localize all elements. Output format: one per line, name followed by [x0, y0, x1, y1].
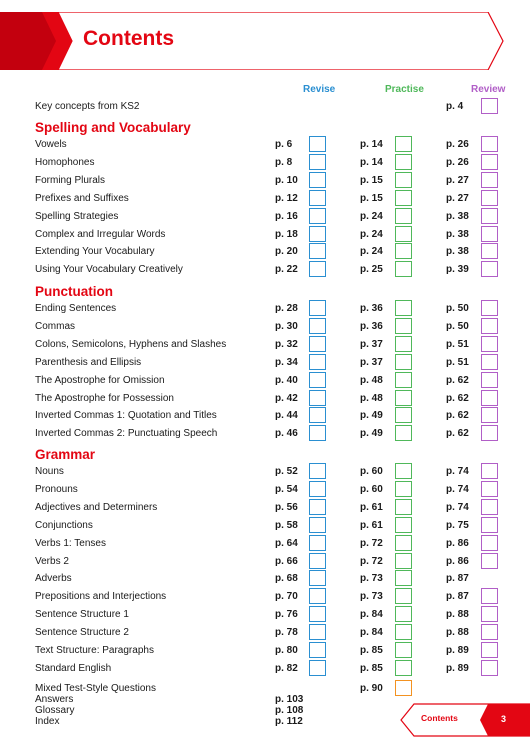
column-header-practise: Practise [385, 84, 424, 95]
revise-page: p. 42 [275, 392, 298, 404]
review-checkbox[interactable] [481, 300, 498, 316]
topic-label: Conjunctions [35, 519, 93, 531]
review-checkbox[interactable] [481, 154, 498, 170]
contents-row [0, 662, 530, 678]
review-checkbox[interactable] [481, 425, 498, 441]
revise-page: p. 6 [275, 139, 293, 150]
practise-checkbox[interactable] [395, 318, 412, 334]
section-heading-spelling: Spelling and Vocabulary [35, 120, 191, 135]
review-checkbox[interactable] [481, 535, 498, 551]
practise-checkbox[interactable] [395, 136, 412, 152]
topic-label: Homophones [35, 156, 95, 168]
topic-label: Prepositions and Interjections [35, 591, 167, 603]
review-checkbox[interactable] [481, 390, 498, 406]
review-checkbox[interactable] [481, 261, 498, 277]
revise-page: p. 54 [275, 483, 298, 495]
practise-page: p. 24 [360, 228, 383, 240]
contents-row [0, 210, 530, 226]
practise-checkbox[interactable] [395, 624, 412, 640]
practise-checkbox[interactable] [395, 300, 412, 316]
topic-label: Prefixes and Suffixes [35, 192, 129, 204]
revise-checkbox[interactable] [309, 190, 326, 206]
contents-row [0, 465, 530, 481]
topic-label: Colons, Semicolons, Hyphens and Slashes [35, 338, 227, 350]
revise-page: p. 68 [275, 573, 298, 585]
contents-row [0, 537, 530, 553]
topic-label: Parenthesis and Ellipsis [35, 356, 142, 368]
revise-checkbox[interactable] [309, 570, 326, 586]
revise-checkbox[interactable] [309, 499, 326, 515]
revise-page: p. 70 [275, 591, 298, 603]
review-checkbox[interactable] [481, 588, 498, 604]
topic-label: Index [35, 716, 60, 727]
practise-page: p. 61 [360, 519, 383, 531]
revise-checkbox[interactable] [309, 535, 326, 551]
revise-page: p. 76 [275, 609, 298, 621]
practise-checkbox[interactable] [395, 481, 412, 497]
practise-checkbox[interactable] [395, 535, 412, 551]
revise-page: p. 52 [275, 466, 298, 477]
practise-page: p. 15 [360, 192, 383, 204]
review-page: p. 87 [446, 591, 469, 603]
contents-row [0, 483, 530, 499]
review-page: p. 51 [446, 338, 469, 350]
practise-checkbox[interactable] [395, 190, 412, 206]
revise-checkbox[interactable] [309, 172, 326, 188]
review-page: p. 89 [446, 645, 469, 656]
review-checkbox[interactable] [481, 136, 498, 152]
review-checkbox[interactable] [481, 354, 498, 370]
contents-row [0, 644, 530, 660]
topic-label: Sentence Structure 2 [35, 627, 129, 639]
contents-row [0, 392, 530, 408]
contents-row [0, 626, 530, 642]
revise-page: p. 46 [275, 428, 298, 440]
topic-label: Key concepts from KS2 [35, 101, 140, 112]
practise-page: p. 49 [360, 410, 383, 422]
revise-checkbox[interactable] [309, 642, 326, 658]
contents-row-key-concepts [0, 100, 530, 116]
page-number: 3 [501, 714, 507, 724]
review-page: p. 51 [446, 356, 469, 368]
contents-row [0, 501, 530, 517]
review-page: p. 4 [446, 101, 464, 112]
revise-page: p. 20 [275, 246, 298, 258]
topic-label: Glossary [35, 705, 75, 716]
topic-label: Forming Plurals [35, 174, 106, 186]
index-page: p. 112 [275, 716, 303, 727]
revise-page: p. 80 [275, 645, 298, 656]
contents-row [0, 156, 530, 172]
contents-row [0, 409, 530, 425]
practise-checkbox[interactable] [395, 570, 412, 586]
review-checkbox[interactable] [481, 372, 498, 388]
topic-label: Ending Sentences [35, 303, 117, 314]
contents-row [0, 608, 530, 624]
practise-page: p. 37 [360, 338, 383, 350]
revise-page: p. 32 [275, 338, 298, 350]
topic-label: Inverted Commas 2: Punctuating Speech [35, 428, 218, 440]
topic-label: The Apostrophe for Omission [35, 374, 165, 386]
footer-section-label: Contents [421, 713, 458, 723]
review-checkbox[interactable] [481, 98, 498, 114]
review-page: p. 62 [446, 374, 469, 386]
revise-checkbox[interactable] [309, 407, 326, 423]
review-page: p. 86 [446, 555, 469, 567]
practise-page: p. 48 [360, 374, 383, 386]
revise-checkbox[interactable] [309, 136, 326, 152]
practise-page: p. 25 [360, 264, 383, 276]
review-page: p. 75 [446, 519, 469, 531]
review-checkbox[interactable] [481, 481, 498, 497]
practise-checkbox[interactable] [395, 499, 412, 515]
revise-page: p. 44 [275, 410, 298, 422]
contents-row [0, 572, 530, 588]
practise-checkbox[interactable] [395, 243, 412, 259]
revise-page: p. 58 [275, 519, 298, 531]
contents-row [0, 356, 530, 372]
section-heading-grammar: Grammar [35, 447, 96, 462]
revise-checkbox[interactable] [309, 208, 326, 224]
review-checkbox[interactable] [481, 190, 498, 206]
revise-checkbox[interactable] [309, 354, 326, 370]
contents-row [0, 228, 530, 244]
practise-page: p. 85 [360, 645, 383, 656]
review-checkbox[interactable] [481, 318, 498, 334]
topic-label: Extending Your Vocabulary [35, 246, 155, 258]
header-arrow-shape [0, 12, 504, 70]
revise-checkbox[interactable] [309, 243, 326, 259]
revise-checkbox[interactable] [309, 261, 326, 277]
review-checkbox[interactable] [481, 553, 498, 569]
topic-label: Pronouns [35, 483, 78, 495]
revise-checkbox[interactable] [309, 154, 326, 170]
practise-page: p. 14 [360, 139, 383, 150]
practise-page: p. 36 [360, 303, 383, 314]
revise-checkbox[interactable] [309, 517, 326, 533]
practise-page: p. 84 [360, 627, 383, 639]
contents-row [0, 174, 530, 190]
review-page: p. 88 [446, 627, 469, 639]
review-page: p. 86 [446, 537, 469, 549]
revise-page: p. 18 [275, 228, 298, 240]
topic-label: Answers [35, 694, 74, 705]
topic-label: Commas [35, 320, 76, 332]
practise-page: p. 73 [360, 573, 383, 585]
practise-checkbox[interactable] [395, 642, 412, 658]
revise-page: p. 40 [275, 374, 298, 386]
practise-checkbox[interactable] [395, 172, 412, 188]
contents-row [0, 338, 530, 354]
practise-page: p. 15 [360, 174, 383, 186]
revise-page: p. 12 [275, 192, 298, 204]
revise-page: p. 56 [275, 501, 298, 513]
topic-label: Spelling Strategies [35, 210, 119, 222]
contents-row [0, 320, 530, 336]
practise-page: p. 90 [360, 683, 383, 694]
practise-page: p. 24 [360, 210, 383, 222]
practise-page: p. 14 [360, 156, 383, 168]
review-checkbox[interactable] [481, 624, 498, 640]
footer-tab [400, 703, 530, 737]
review-page: p. 74 [446, 483, 469, 495]
practise-page: p. 72 [360, 555, 383, 567]
topic-label: The Apostrophe for Possession [35, 392, 174, 404]
review-checkbox[interactable] [481, 642, 498, 658]
practise-page: p. 73 [360, 591, 383, 603]
topic-label: Verbs 1: Tenses [35, 537, 106, 549]
topic-label: Inverted Commas 1: Quotation and Titles [35, 410, 217, 422]
review-page: p. 50 [446, 320, 469, 332]
revise-checkbox[interactable] [309, 624, 326, 640]
contents-row [0, 590, 530, 606]
revise-checkbox[interactable] [309, 336, 326, 352]
practise-checkbox[interactable] [395, 154, 412, 170]
practise-checkbox[interactable] [395, 517, 412, 533]
review-page: p. 38 [446, 228, 469, 240]
contents-row [0, 427, 530, 443]
header-banner [0, 12, 504, 70]
practise-checkbox[interactable] [395, 390, 412, 406]
practise-checkbox[interactable] [395, 372, 412, 388]
review-checkbox[interactable] [481, 499, 498, 515]
revise-checkbox[interactable] [309, 660, 326, 676]
topic-label: Using Your Vocabulary Creatively [35, 264, 183, 276]
review-checkbox[interactable] [481, 606, 498, 622]
revise-checkbox[interactable] [309, 226, 326, 242]
review-page: p. 26 [446, 156, 469, 168]
practise-page: p. 61 [360, 501, 383, 513]
review-page: p. 38 [446, 210, 469, 222]
practise-checkbox[interactable] [395, 606, 412, 622]
contents-row [0, 138, 530, 154]
page-title: Contents [83, 27, 174, 50]
revise-page: p. 22 [275, 264, 298, 276]
revise-page: p. 28 [275, 303, 298, 314]
practise-checkbox[interactable] [395, 261, 412, 277]
practise-checkbox[interactable] [395, 553, 412, 569]
revise-checkbox[interactable] [309, 300, 326, 316]
review-page: p. 26 [446, 139, 469, 150]
answers-page: p. 103 [275, 694, 304, 705]
review-page: p. 62 [446, 410, 469, 422]
review-page: p. 39 [446, 264, 469, 276]
column-header-revise: Revise [303, 84, 336, 95]
practise-checkbox[interactable] [395, 425, 412, 441]
topic-label: Text Structure: Paragraphs [35, 645, 154, 656]
revise-page: p. 82 [275, 662, 298, 674]
revise-page: p. 8 [275, 156, 293, 168]
topic-label: Verbs 2 [35, 555, 69, 567]
practise-page: p. 48 [360, 392, 383, 404]
revise-checkbox[interactable] [309, 606, 326, 622]
topic-label: Vowels [35, 139, 67, 150]
review-checkbox[interactable] [481, 660, 498, 676]
revise-checkbox[interactable] [309, 463, 326, 479]
practise-page: p. 24 [360, 246, 383, 258]
topic-label: Standard English [35, 662, 112, 674]
practise-page: p. 49 [360, 428, 383, 440]
topic-label: Mixed Test-Style Questions [35, 683, 156, 694]
revise-page: p. 64 [275, 537, 298, 549]
revise-checkbox[interactable] [309, 481, 326, 497]
practise-page: p. 84 [360, 609, 383, 621]
revise-page: p. 30 [275, 320, 298, 332]
revise-page: p. 78 [275, 627, 298, 639]
practise-checkbox[interactable] [395, 208, 412, 224]
practise-page: p. 36 [360, 320, 383, 332]
topic-label: Adverbs [35, 573, 72, 585]
review-page: p. 62 [446, 392, 469, 404]
review-page: p. 89 [446, 662, 469, 674]
practise-checkbox[interactable] [395, 407, 412, 423]
review-page: p. 27 [446, 174, 469, 186]
practise-checkbox[interactable] [395, 354, 412, 370]
contents-row [0, 555, 530, 571]
revise-page: p. 10 [275, 174, 298, 186]
footer-arrow-shape [400, 703, 530, 737]
practise-page: p. 60 [360, 466, 383, 477]
review-page: p. 38 [446, 246, 469, 258]
contents-row [0, 374, 530, 390]
contents-row [0, 192, 530, 208]
revise-page: p. 34 [275, 356, 298, 368]
review-checkbox[interactable] [481, 463, 498, 479]
review-checkbox[interactable] [481, 226, 498, 242]
practise-page: p. 72 [360, 537, 383, 549]
review-page: p. 62 [446, 428, 469, 440]
contents-row [0, 263, 530, 279]
review-page: p. 87 [446, 573, 469, 585]
review-checkbox[interactable] [481, 407, 498, 423]
revise-checkbox[interactable] [309, 372, 326, 388]
contents-row [0, 245, 530, 261]
practise-checkbox[interactable] [395, 660, 412, 676]
practise-checkbox[interactable] [395, 588, 412, 604]
topic-label: Sentence Structure 1 [35, 609, 129, 621]
revise-page: p. 66 [275, 555, 298, 567]
practise-page: p. 37 [360, 356, 383, 368]
revise-checkbox[interactable] [309, 588, 326, 604]
topic-label: Adjectives and Determiners [35, 501, 158, 513]
section-heading-punctuation: Punctuation [35, 284, 113, 299]
review-checkbox[interactable] [481, 172, 498, 188]
practise-page: p. 85 [360, 662, 383, 674]
review-checkbox[interactable] [481, 243, 498, 259]
column-header-review: Review [471, 84, 506, 95]
revise-checkbox[interactable] [309, 553, 326, 569]
review-page: p. 74 [446, 466, 469, 477]
review-page: p. 27 [446, 192, 469, 204]
topic-label: Complex and Irregular Words [35, 228, 166, 240]
topic-label: Nouns [35, 466, 64, 477]
review-page: p. 88 [446, 609, 469, 621]
practise-page: p. 60 [360, 483, 383, 495]
review-checkbox[interactable] [481, 336, 498, 352]
review-page: p. 50 [446, 303, 469, 314]
practise-checkbox[interactable] [395, 226, 412, 242]
review-page: p. 74 [446, 501, 469, 513]
glossary-page: p. 108 [275, 705, 304, 716]
revise-checkbox[interactable] [309, 390, 326, 406]
practise-checkbox[interactable] [395, 336, 412, 352]
revise-checkbox[interactable] [309, 425, 326, 441]
review-checkbox[interactable] [481, 208, 498, 224]
review-checkbox[interactable] [481, 517, 498, 533]
practise-checkbox[interactable] [395, 463, 412, 479]
revise-checkbox[interactable] [309, 318, 326, 334]
revise-page: p. 16 [275, 210, 298, 222]
contents-row [0, 519, 530, 535]
contents-row [0, 302, 530, 318]
